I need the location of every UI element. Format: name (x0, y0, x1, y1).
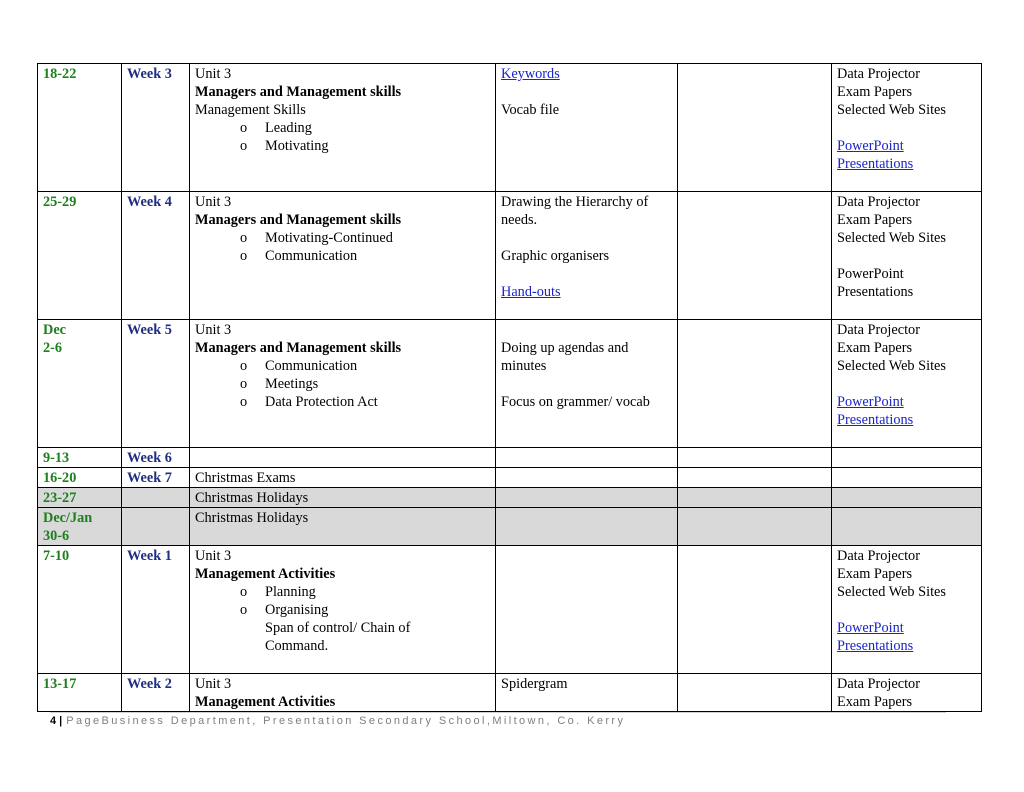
presentations-link[interactable]: Presentations (837, 412, 914, 428)
activity-text: Graphic organisers (501, 248, 610, 264)
resource-item: Data Projector (837, 676, 920, 692)
resource-item: Exam Papers (837, 84, 913, 100)
subtopic-list (195, 229, 490, 265)
subtopic-list (195, 357, 490, 411)
content-cell (190, 546, 496, 674)
resources-cell (832, 448, 982, 468)
page-footer (50, 712, 946, 727)
list-item: o Communication (240, 357, 490, 375)
resource-item: Data Projector (837, 66, 920, 82)
table-row (38, 64, 982, 192)
date-cell: 25-29 (38, 192, 122, 320)
list-item: o Planning (240, 583, 490, 601)
date-cell: 9-13 (38, 448, 122, 468)
empty-cell (678, 468, 832, 488)
week-cell: Week 1 (122, 546, 190, 674)
table-row (38, 674, 982, 712)
resource-item: Data Projector (837, 548, 920, 564)
empty-cell (678, 546, 832, 674)
list-item-continued: Span of control/ Chain of (265, 620, 411, 636)
subtopic-label: Management Skills (195, 102, 306, 118)
date-cell (38, 508, 122, 546)
activity-text: Doing up agendas and (501, 340, 629, 356)
resource-item: Presentations (837, 284, 914, 300)
keywords-link[interactable]: Keywords (501, 66, 560, 82)
resources-cell (832, 320, 982, 448)
empty-cell (678, 508, 832, 546)
date-cell: 16-20 (38, 468, 122, 488)
table-row (38, 546, 982, 674)
presentations-link[interactable]: Presentations (837, 156, 914, 172)
empty-cell (678, 674, 832, 712)
week-cell (122, 508, 190, 546)
activity-text: Focus on grammer/ vocab (501, 394, 650, 410)
date-month: Dec/Jan (43, 510, 93, 526)
table-row (38, 488, 982, 508)
table-row (38, 468, 982, 488)
footer-text: PageBusiness Department, Presentation Secondary School,Miltown, Co. Kerry (66, 715, 626, 727)
content-cell (190, 64, 496, 192)
activity-text: minutes (501, 358, 547, 374)
resource-item: Data Projector (837, 322, 920, 338)
resource-item: Exam Papers (837, 566, 913, 582)
week-cell: Week 2 (122, 674, 190, 712)
list-item: o Motivating-Continued (240, 229, 490, 247)
week-cell: Week 7 (122, 468, 190, 488)
resources-cell (832, 192, 982, 320)
topic-title: Managers and Management skills (195, 340, 402, 356)
activity-text: Vocab file (501, 102, 560, 118)
content-cell: Christmas Exams (190, 468, 496, 488)
topic-title: Managers and Management skills (195, 84, 402, 100)
activity-cell (496, 468, 678, 488)
resource-item: Selected Web Sites (837, 358, 946, 374)
activity-cell (496, 64, 678, 192)
powerpoint-link[interactable]: PowerPoint (837, 620, 904, 636)
resource-item: Exam Papers (837, 212, 913, 228)
empty-cell (678, 320, 832, 448)
week-cell: Week 6 (122, 448, 190, 468)
table-row (38, 192, 982, 320)
list-item: o Meetings (240, 375, 490, 393)
date-cell: 13-17 (38, 674, 122, 712)
page-number: 4 (50, 715, 57, 727)
date-month: Dec (43, 322, 67, 338)
activity-text: Drawing the Hierarchy of (501, 194, 649, 210)
activity-cell (496, 192, 678, 320)
list-item: o Organising (240, 601, 490, 619)
subtopic-list (195, 583, 490, 655)
list-item-continued: Command. (265, 638, 329, 654)
content-cell (190, 192, 496, 320)
presentations-link[interactable]: Presentations (837, 638, 914, 654)
resource-item: Data Projector (837, 194, 920, 210)
activity-cell: Spidergram (496, 674, 678, 712)
topic-title: Management Activities (195, 694, 336, 710)
date-range: 30-6 (43, 528, 70, 544)
activity-cell (496, 488, 678, 508)
resource-item: Exam Papers (837, 340, 913, 356)
topic-title: Management Activities (195, 566, 336, 582)
activity-cell (496, 448, 678, 468)
table-row (38, 508, 982, 546)
list-item: o Motivating (240, 137, 490, 155)
handouts-link[interactable]: Hand-outs (501, 284, 561, 300)
activity-cell (496, 320, 678, 448)
table-row (38, 448, 982, 468)
week-cell: Week 3 (122, 64, 190, 192)
week-cell (122, 488, 190, 508)
empty-cell (678, 488, 832, 508)
date-range: 2-6 (43, 340, 63, 356)
footer-separator: | (59, 715, 63, 727)
resources-cell (832, 508, 982, 546)
powerpoint-link[interactable]: PowerPoint (837, 394, 904, 410)
unit-label: Unit 3 (195, 676, 232, 692)
content-cell (190, 674, 496, 712)
resources-cell (832, 488, 982, 508)
subtopic-list (195, 119, 490, 155)
week-cell: Week 5 (122, 320, 190, 448)
topic-title: Managers and Management skills (195, 212, 402, 228)
unit-label: Unit 3 (195, 66, 232, 82)
resource-item: Selected Web Sites (837, 584, 946, 600)
scheme-of-work-table (37, 63, 982, 712)
activity-text: needs. (501, 212, 538, 228)
table-row (38, 320, 982, 448)
content-cell: Christmas Holidays (190, 488, 496, 508)
empty-cell (678, 192, 832, 320)
content-cell (190, 448, 496, 468)
content-cell: Christmas Holidays (190, 508, 496, 546)
powerpoint-link[interactable]: PowerPoint (837, 138, 904, 154)
resources-cell (832, 468, 982, 488)
resource-item: Selected Web Sites (837, 230, 946, 246)
resources-cell (832, 546, 982, 674)
resources-cell (832, 64, 982, 192)
date-cell: 18-22 (38, 64, 122, 192)
empty-cell (678, 64, 832, 192)
list-item: o Data Protection Act (240, 393, 490, 411)
activity-cell (496, 508, 678, 546)
date-cell: 7-10 (38, 546, 122, 674)
resource-item: PowerPoint (837, 266, 904, 282)
resource-item: Selected Web Sites (837, 102, 946, 118)
date-cell (38, 320, 122, 448)
content-cell (190, 320, 496, 448)
unit-label: Unit 3 (195, 322, 232, 338)
list-item: o Communication (240, 247, 490, 265)
week-cell: Week 4 (122, 192, 190, 320)
list-item: o Leading (240, 119, 490, 137)
date-cell: 23-27 (38, 488, 122, 508)
unit-label: Unit 3 (195, 194, 232, 210)
empty-cell (678, 448, 832, 468)
resource-item: Exam Papers (837, 694, 913, 710)
activity-cell (496, 546, 678, 674)
unit-label: Unit 3 (195, 548, 232, 564)
resources-cell (832, 674, 982, 712)
